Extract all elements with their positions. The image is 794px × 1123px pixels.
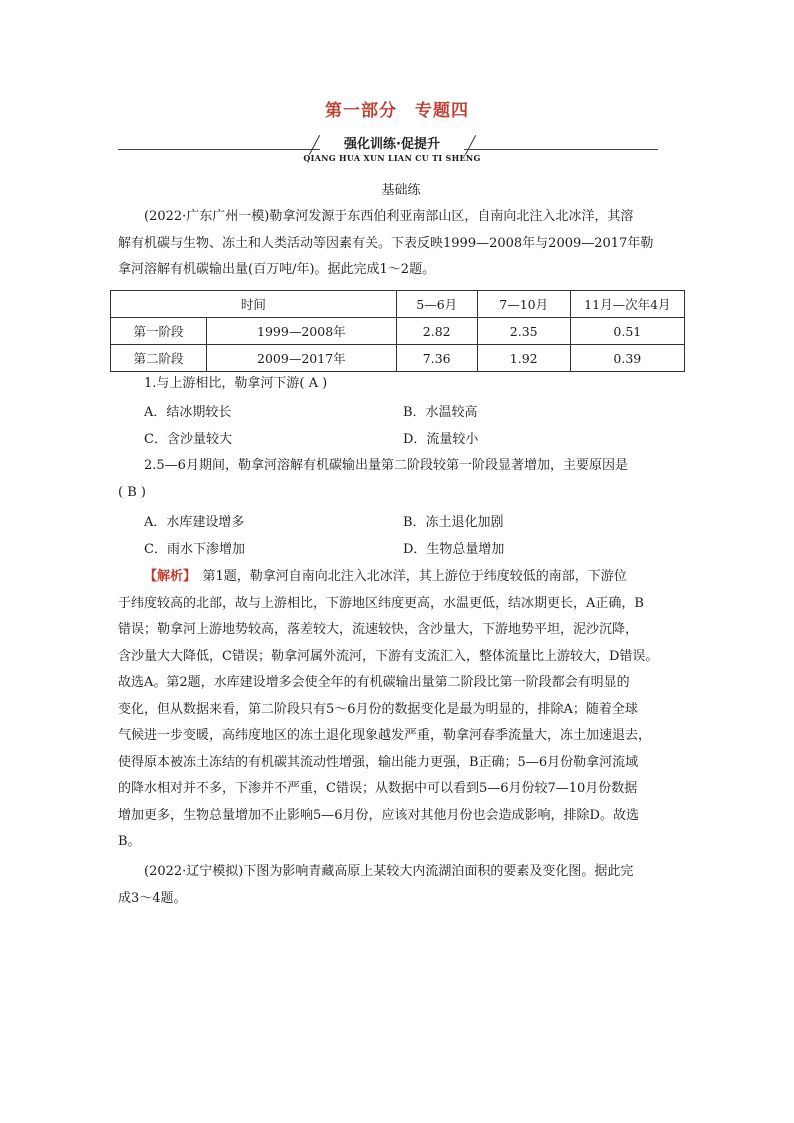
q1-option-d: D．流量较小 xyxy=(403,432,479,447)
analysis-line: 使得原本被冻土冻结的有机碳其流动性增强，输出能力更强，B正确；5—6月份勒拿河流域 xyxy=(118,754,639,770)
table-cell: 2009—2017年 xyxy=(207,345,397,372)
analysis-first-line xyxy=(118,564,684,591)
analysis-line: B。 xyxy=(118,834,141,849)
intro-line: 解有机碳与生物、冻土和人类活动等因素有关。下表反映1999—2008年与2009—2017年勒 xyxy=(118,235,654,251)
section-banner xyxy=(118,132,658,168)
table-cell: 2.35 xyxy=(477,318,570,345)
table-header-cell: 11月—次年4月 xyxy=(570,291,684,318)
q2-option-d: D．生物总量增加 xyxy=(403,542,505,557)
question-2-stem xyxy=(118,453,684,506)
table-cell: 第二阶段 xyxy=(111,345,207,372)
table-row xyxy=(111,318,685,345)
analysis-line: 错误；勒拿河上游地势较高，落差较大，流速较快，含沙量大，下游地势平坦，泥沙沉降， xyxy=(118,622,639,637)
analysis-line: 故选A。第2题，水库建设增多会使全年的有机碳输出量第二阶段比第一阶段都会有明显的 xyxy=(118,675,630,690)
intro-paragraph xyxy=(118,204,684,284)
analysis-line: 气候进一步变暖，高纬度地区的冻土退化现象越发严重，勒拿河春季流量大，冻土加速退去， xyxy=(118,728,652,743)
analysis-line: 第1题，勒拿河自南向北注入北冰洋，其上游位于纬度较低的南部，下游位 xyxy=(189,569,627,584)
table-header-cell: 7—10月 xyxy=(477,291,570,318)
next-intro-line: (2022·辽宁模拟)下图为影响青藏高原上某较大内流湖泊面积的要素及变化图。据此完 xyxy=(144,864,634,879)
analysis-line: 含沙量大大降低，C错误；勒拿河属外流河，下游有支流汇入，整体流量比上游较大，D错误。 xyxy=(118,648,659,664)
next-intro-line: 成3～4题。 xyxy=(118,890,187,906)
analysis-paragraph xyxy=(118,564,684,856)
table-header-row xyxy=(111,291,685,318)
table-cell: 0.39 xyxy=(570,345,684,372)
banner-rule-left xyxy=(118,149,320,150)
question-1-stem: 1.与上游相比，勒拿河下游( A ) xyxy=(144,376,328,391)
table-cell: 第一阶段 xyxy=(111,318,207,345)
q2-option-c: C．雨水下渗增加 xyxy=(144,542,245,557)
q2-option-a: A．水库建设增多 xyxy=(144,515,245,530)
table-header-cell: 时间 xyxy=(111,291,397,318)
table-cell: 1.92 xyxy=(477,345,570,372)
banner-title: 强化训练·促提升 xyxy=(344,137,440,152)
analysis-label: 【解析】 xyxy=(144,569,190,584)
banner-rule-right xyxy=(464,149,658,150)
q1-option-a: A．结冰期较长 xyxy=(144,405,232,420)
q2-option-b: B．冻土退化加剧 xyxy=(403,515,504,530)
table-row xyxy=(111,345,685,372)
q2-stem-line: ( B ) xyxy=(118,484,146,500)
table-cell: 1999—2008年 xyxy=(207,318,397,345)
banner-slash-right xyxy=(465,135,476,155)
analysis-line: 于纬度较高的北部，故与上游相比，下游地区纬度更高，水温更低，结冰期更长，A正确，B xyxy=(118,595,644,611)
intro-line: (2022·广东广州一模)勒拿河发源于东西伯利亚南部山区，自南向北注入北冰洋，其溶 xyxy=(144,209,634,224)
q1-option-c: C．含沙量较大 xyxy=(144,432,232,447)
q1-option-b: B．水温较高 xyxy=(403,405,478,420)
analysis-line: 增加更多，生物总量增加不止影响5—6月份，应该对其他月份也会造成影响，排除D。故选 xyxy=(118,807,639,823)
analysis-line: 的降水相对并不多，下渗并不严重，C错误；从数据中可以看到5—6月份较7—10月份数据 xyxy=(118,781,638,796)
banner-subtitle: QIANG HUA XUN LIAN CU TI SHENG xyxy=(303,153,481,163)
table-header-cell: 5—6月 xyxy=(396,291,477,318)
analysis-line: 变化，但从数据来看，第二阶段只有5～6月份的数据变化是最为明显的，排除A；随着全球 xyxy=(118,701,638,717)
table-cell: 0.51 xyxy=(570,318,684,345)
next-intro-paragraph xyxy=(118,859,684,912)
table-cell: 7.36 xyxy=(396,345,477,372)
table-cell: 2.82 xyxy=(396,318,477,345)
intro-line: 拿河溶解有机碳输出量(百万吨/年)。据此完成1～2题。 xyxy=(118,262,436,277)
q2-stem-line: 2.5—6月期间，勒拿河溶解有机碳输出量第二阶段较第一阶段显著增加，主要原因是 xyxy=(144,458,628,473)
page-title: 第一部分 专题四 xyxy=(325,101,469,121)
section-heading: 基础练 xyxy=(381,183,421,198)
data-table xyxy=(110,290,685,372)
banner-slash-left xyxy=(309,135,320,155)
